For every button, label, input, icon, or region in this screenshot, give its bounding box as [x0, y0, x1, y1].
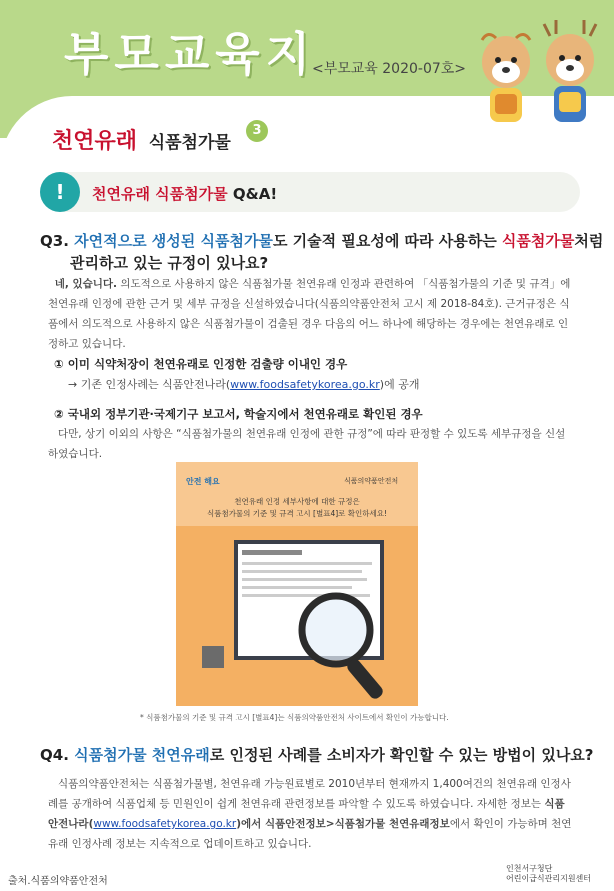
question-3 [40, 230, 603, 274]
question-3-end: 처럼 [574, 232, 604, 250]
question-3-mid: 도 기술적 필요성에 따라 사용하는 [272, 232, 502, 250]
question-3-prefix: Q3. [40, 232, 75, 250]
qa-heading-red: 천연유래 식품첨가물 [92, 185, 228, 203]
criteria-item-1-detail [68, 376, 419, 392]
illustration-caption: * 식품첨가물의 기준 및 규격 고시 [별표4]는 식품의약품안전처 사이트에서 확인이 가능합니다. [140, 713, 449, 722]
question-4 [40, 744, 594, 766]
section-title-main: 천연유래 [52, 129, 138, 154]
footer-source: 출처.식품의약품안전처 [8, 876, 108, 887]
question-4-blue: 식품첨가물 천연유래 [74, 746, 210, 764]
answer-4-bold-2: )에서 식품안전정보>식품첨가물 천연유래정보 [236, 818, 450, 830]
answer-4-text-1: 식품의약품안전처는 식품첨가물별, 천연유래 가능원료별로 2010년부터 현재까지 1,400여건의 천연유래 인정사례를 공개하여 식품업체 등 민원인이 쉽게 천연유래 관련정보를 파악할 수 있도록 하였습니다. 자세한 정보는 [48, 778, 571, 810]
illustration-line-2: 식품첨가물의 기준 및 규격 고시 [별표4]로 확인하세요! [206, 509, 388, 518]
illustration-brand-left: 안전 해요 [186, 477, 220, 486]
footer-logo [506, 864, 591, 884]
brand-title: 부모교육지 [64, 27, 317, 81]
illustration-line-1: 천연유래 인정 세부사항에 대한 규정은 [234, 497, 360, 506]
answer-3-body: 의도적으로 사용하지 않은 식품첨가물 천연유래 인정과 관련하여 「식품첨가물의 기준 및 규격」에 천연유래 인정에 관한 근거 및 세부 규정을 신설하였습니다(식품의약품안전처 고시 제 2018-84호). 근거규정은 식품에서 의도적으로 사용하지 않은 식품첨가물이 검출된 경우 다음의 어느 하나에 해당하는 경우에는 천연유래로 인정하고 있습니다. [48, 278, 571, 350]
deer-mascots-illustration [468, 10, 608, 128]
qa-heading-tail: Q&A! [232, 185, 278, 203]
qa-heading [92, 183, 277, 204]
footer-logo-line-1: 인천서구청단 [506, 864, 553, 873]
question-4-prefix: Q4. [40, 746, 75, 764]
answer-4-paragraph [48, 774, 572, 854]
footer-logo-line-2: 어린이급식관리지원센터 [506, 874, 592, 883]
criteria-item-1-pre: → 기존 인정사례는 식품안전나라( [68, 378, 231, 391]
section-number-badge: 3 [246, 120, 268, 142]
mascot-right-icon [544, 20, 596, 122]
answer-3-paragraph [48, 274, 572, 354]
answer-4-text-2: 에서 확인이 가능하며 천연유래 인정사례 정보는 지속적으로 업데이트하고 있습니다. [48, 818, 572, 850]
answer-3-note [48, 424, 572, 464]
section-subtitle: 식품첨가물 [148, 133, 231, 153]
document-magnifier-icon [176, 526, 418, 706]
criteria-item-1: ① 이미 식약처장이 천연유래로 인정한 검출량 이내인 경우 [54, 357, 348, 371]
foodsafety-link-2[interactable]: www.foodsafetykorea.go.kr [93, 818, 237, 830]
question-3-red: 식품첨가물 [501, 232, 575, 250]
criteria-item-2: ② 국내외 정부기관·국제기구 보고서, 학술지에서 천연유래로 확인된 경우 [54, 407, 423, 421]
answer-3-lead: 네, 있습니다. [54, 278, 118, 290]
question-3-blue: 자연적으로 생성된 식품첨가물 [74, 232, 273, 250]
answer-4-bold-1: 식품안전나라( [48, 798, 565, 830]
foodsafety-link[interactable]: www.foodsafetykorea.go.kr [230, 378, 380, 391]
issue-number: <부모교육 2020-07호> [312, 61, 467, 77]
section-title [52, 124, 231, 155]
illustration-brand-right: 식품의약품안전처 [344, 477, 399, 485]
exclamation-icon: ! [40, 172, 80, 212]
info-illustration [176, 462, 418, 706]
criteria-item-1-post: )에 공개 [379, 378, 420, 391]
answer-3-note-text: 다만, 상기 이외의 사항은 “식품첨가물의 천연유래 인정에 관한 규정”에 따라 판정할 수 있도록 세부규정을 신설하였습니다. [48, 428, 566, 460]
question-3-line2: 관리하고 있는 규정이 있나요? [70, 254, 269, 272]
question-4-end: 로 인정된 사례를 소비자가 확인할 수 있는 방법이 있나요? [209, 746, 594, 764]
mascot-left-icon [482, 34, 530, 122]
